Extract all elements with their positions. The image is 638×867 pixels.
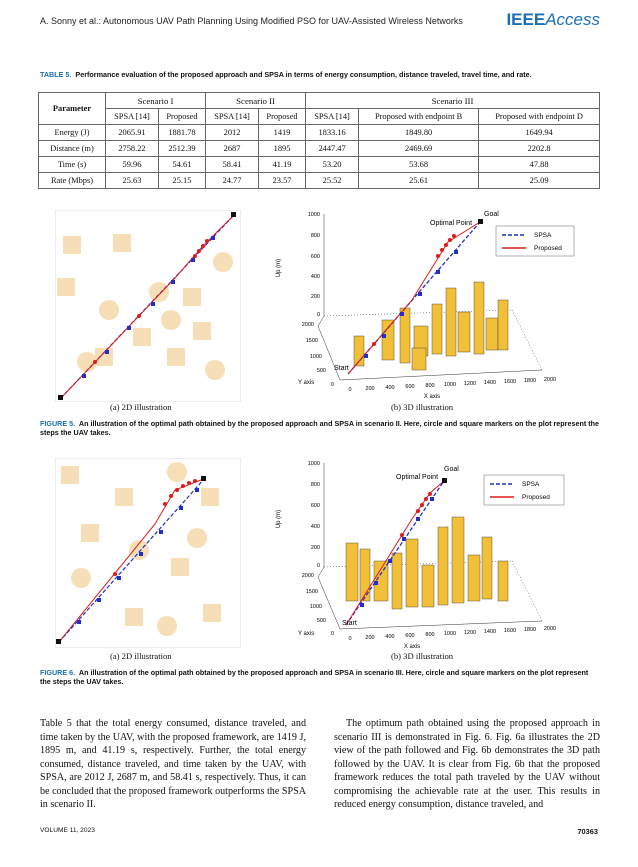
scenario-header: Scenario II: [206, 93, 306, 109]
running-title: A. Sonny et al.: Autonomous UAV Path Planning Using Modified PSO for UAV-Assisted Wireless Networks: [40, 16, 463, 26]
table-cell: 25.63: [106, 173, 159, 189]
z-tick: 800: [310, 233, 320, 239]
y-tick: 2000: [301, 573, 314, 579]
x-tick: 2000: [543, 626, 557, 632]
legend-spsa: SPSA: [522, 481, 540, 488]
table-cell: 1833.16: [306, 125, 359, 141]
table-cell: 47.88: [479, 157, 600, 173]
sub-header: Proposed with endpoint D: [479, 109, 600, 125]
table-cell: 2012: [206, 125, 259, 141]
fig6-optimal-label: Optimal Point: [396, 474, 439, 481]
sub-header: Proposed: [258, 109, 305, 125]
sub-header: Proposed with endpoint B: [359, 109, 479, 125]
performance-table: [38, 92, 600, 189]
x-tick: 800: [425, 383, 435, 389]
logo-sub: Access: [545, 10, 600, 29]
fig6-goal-label: Goal: [444, 466, 459, 473]
fig5-goal-label: Goal: [484, 211, 499, 218]
table-cell: 2065.91: [106, 125, 159, 141]
x-tick: 0: [348, 387, 352, 393]
fig6-caption-text: An illustration of the optimal path obtained by the proposed approach and SPSA in scenario III. Here, circle and square markers on the plot represent the steps the UAV takes.: [40, 668, 589, 686]
table-cell: 1419: [258, 125, 305, 141]
fig6-3d-plot: [262, 457, 582, 651]
z-tick: 600: [310, 503, 320, 509]
y-tick: 1500: [305, 589, 318, 595]
body-left-column: Table 5 that the total energy consumed, distance traveled, and time taken by the UAV, with the proposed framework, are 1419 J, 1895 m, and 41.19 s, respectively. Further, the total energy consumed, distance traveled, and time taken by the UAV, with SPSA, are 2012 J, 2687 m, and 58.41 s, respectively. Thus, it can be concluded that the proposed framework outperforms the SPSA in scenario II.: [40, 718, 306, 810]
y-tick: 1000: [309, 604, 322, 610]
sub-header: SPSA [14]: [106, 109, 159, 125]
sub-header: SPSA [14]: [306, 109, 359, 125]
table-cell: 23.57: [258, 173, 305, 189]
row-param: Time (s): [39, 157, 106, 173]
fig6-start-label: Start: [342, 620, 357, 627]
x-tick: 1400: [483, 380, 497, 386]
fig5-subcaption-b: (b) 3D illustration: [391, 402, 454, 412]
y-tick: 1500: [305, 338, 318, 344]
table-cell: 1881.78: [158, 125, 205, 141]
z-tick: 0: [316, 563, 320, 569]
table-caption-label: TABLE 5.: [40, 70, 72, 79]
ieee-access-logo: [506, 10, 600, 30]
table-cell: 59.96: [106, 157, 159, 173]
fig5-subcaption-a: (a) 2D illustration: [110, 402, 172, 412]
z-tick: 600: [310, 254, 320, 260]
y-tick: 1000: [309, 354, 322, 360]
fig5-legend: [496, 226, 574, 256]
scenario-header: Scenario I: [106, 93, 206, 109]
z-tick: 200: [310, 545, 320, 551]
fig6-subcaption-a: (a) 2D illustration: [110, 651, 172, 661]
x-tick: 200: [365, 386, 375, 392]
fig6-2d-plot: [55, 458, 241, 648]
table-row: [39, 141, 600, 157]
table-cell: 2447.47: [306, 141, 359, 157]
z-tick: 400: [310, 274, 320, 280]
table-row: [39, 125, 600, 141]
x-tick: 1000: [443, 382, 457, 388]
table-caption: [40, 70, 600, 79]
y-tick: 500: [316, 618, 326, 624]
x-tick: 600: [405, 384, 415, 390]
x-tick: 1200: [463, 381, 477, 387]
x-tick: 1000: [443, 631, 457, 637]
fig5-y-label: Y axis: [298, 380, 315, 386]
fig5-3d-plot: [262, 208, 582, 406]
table-cell: 2758.22: [106, 141, 159, 157]
body-right-column: The optimum path obtained using the proposed approach in scenario III is demonstrated in Fig. 6. Fig. 6a illustrates the 2D view of the path followed and Fig. 6b demonstrates the 3D path followed by the UAV. It is clear from Fig. 6b that the proposed framework reduces the total path traveled by the UAV without compromising the achievable rate at the user. This results in reduced energy consumption, distance traveled, and: [334, 718, 600, 810]
table-row: [39, 157, 600, 173]
y-tick: 0: [330, 382, 334, 388]
fig5-z-label: Up (m): [276, 258, 282, 278]
table-cell: 25.15: [158, 173, 205, 189]
row-param: Rate (Mbps): [39, 173, 106, 189]
table-cell: 2512.39: [158, 141, 205, 157]
z-tick: 400: [310, 524, 320, 530]
fig5-x-label: X axis: [423, 394, 441, 400]
x-tick: 1200: [463, 630, 477, 636]
table-cell: 25.61: [359, 173, 479, 189]
table-cell: 53.68: [359, 157, 479, 173]
table-cell: 25.52: [306, 173, 359, 189]
x-tick: 2000: [543, 377, 557, 383]
table-caption-text: Performance evaluation of the proposed approach and SPSA in terms of energy consumption, distance traveled, travel time, and rate.: [75, 70, 532, 79]
sub-header: Proposed: [158, 109, 205, 125]
row-param: Energy (J): [39, 125, 106, 141]
table-cell: 53.20: [306, 157, 359, 173]
fig6-caption: [40, 668, 600, 686]
table-cell: 24.77: [206, 173, 259, 189]
x-tick: 0: [348, 636, 352, 642]
table-cell: 1649.94: [479, 125, 600, 141]
fig6-z-label: Up (m): [276, 509, 282, 529]
y-tick: 0: [330, 631, 334, 637]
z-tick: 800: [310, 482, 320, 488]
legend-spsa: SPSA: [534, 232, 552, 239]
y-tick: 2000: [301, 322, 314, 328]
legend-proposed: Proposed: [522, 494, 550, 501]
z-tick: 0: [316, 312, 320, 318]
table-cell: 2469.69: [359, 141, 479, 157]
sub-header: SPSA [14]: [206, 109, 259, 125]
table-cell: 2687: [206, 141, 259, 157]
table-cell: 41.19: [258, 157, 305, 173]
x-tick: 800: [425, 632, 435, 638]
row-param: Distance (m): [39, 141, 106, 157]
fig6-caption-label: FIGURE 6.: [40, 668, 76, 677]
x-tick: 600: [405, 633, 415, 639]
fig5-caption-label: FIGURE 5.: [40, 419, 76, 428]
x-tick: 400: [385, 634, 395, 640]
fig5-start-label: Start: [334, 365, 349, 372]
z-tick: 1000: [307, 212, 320, 218]
y-tick: 500: [316, 368, 326, 374]
table-cell: 1849.80: [359, 125, 479, 141]
table-cell: 2202.8: [479, 141, 600, 157]
table-row: [39, 173, 600, 189]
fig6-y-label: Y axis: [298, 631, 315, 637]
x-tick: 200: [365, 635, 375, 641]
footer-page-number: 70363: [577, 827, 598, 836]
table-cell: 1895: [258, 141, 305, 157]
x-tick: 1400: [483, 629, 497, 635]
legend-proposed: Proposed: [534, 245, 562, 252]
fig5-caption: [40, 419, 600, 437]
x-tick: 1800: [523, 378, 537, 384]
fig6-legend: [484, 475, 564, 505]
logo-main: IEEE: [506, 10, 546, 29]
table-cell: 58.41: [206, 157, 259, 173]
param-header: Parameter: [39, 93, 106, 125]
fig5-optimal-label: Optimal Point: [430, 220, 473, 227]
table-cell: 54.61: [158, 157, 205, 173]
x-tick: 400: [385, 385, 395, 391]
z-tick: 200: [310, 294, 320, 300]
scenario-header: Scenario III: [306, 93, 600, 109]
fig6-x-label: X axis: [403, 644, 421, 650]
z-tick: 1000: [307, 461, 320, 467]
x-tick: 1800: [523, 627, 537, 633]
x-tick: 1600: [503, 628, 517, 634]
fig6-subcaption-b: (b) 3D illustration: [391, 651, 454, 661]
table-cell: 25.09: [479, 173, 600, 189]
fig5-caption-text: An illustration of the optimal path obtained by the proposed approach and SPSA in scenario II. Here, circle and square markers on the plot represent the steps the UAV takes.: [40, 419, 600, 437]
x-tick: 1600: [503, 379, 517, 385]
fig5-2d-plot: [55, 210, 241, 402]
footer-volume: VOLUME 11, 2023: [40, 827, 95, 834]
